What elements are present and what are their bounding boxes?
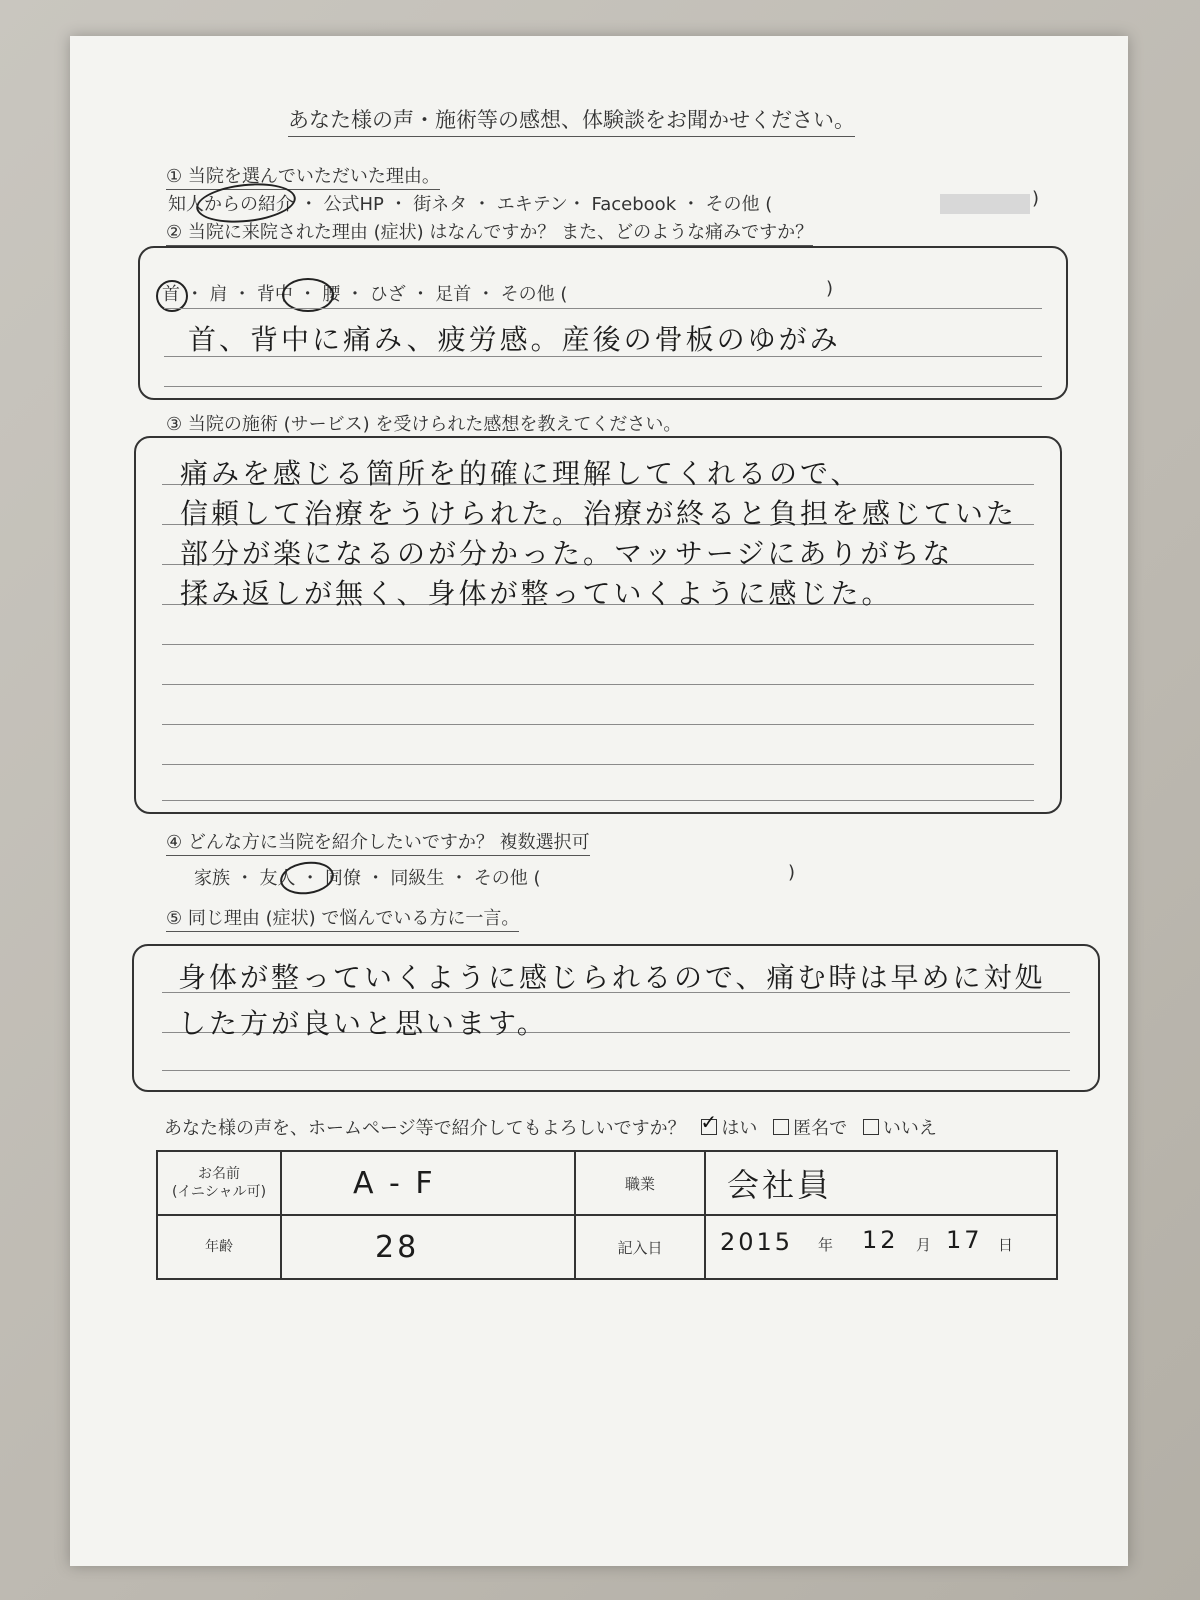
no-checkbox[interactable] xyxy=(863,1119,879,1135)
age-value: 28 xyxy=(375,1229,420,1265)
q4-options: 家族 ・ 友人 ・ 同僚 ・ 同級生 ・ その他 ( xyxy=(194,868,541,889)
publish-consent-row xyxy=(164,1114,937,1140)
month-unit: 月 xyxy=(916,1236,932,1254)
q2-options: 首 ・ 肩 ・ 背中 ・ 腰 ・ ひざ ・ 足首 ・ その他 ( xyxy=(162,284,568,305)
redacted-field xyxy=(940,194,1030,214)
year-value: 2015 xyxy=(720,1228,794,1256)
name-value-cell xyxy=(281,1151,575,1215)
name-value: A - F xyxy=(353,1165,436,1201)
date-label: 記入日 xyxy=(575,1215,705,1279)
q1-options-close: ) xyxy=(1032,188,1040,209)
q3-line-1: 痛みを感じる箇所を的確に理解してくれるので、 xyxy=(180,457,862,490)
year-unit: 年 xyxy=(818,1236,834,1254)
age-value-cell xyxy=(281,1215,575,1279)
no-label: いいえ xyxy=(882,1118,937,1139)
q3-line-2: 信頼して治療をうけられた。治療が終ると負担を感じていた xyxy=(180,497,1018,530)
anonymous-label: 匿名で xyxy=(793,1118,848,1139)
name-label: お名前 (イニシャル可) xyxy=(157,1151,281,1215)
q2-options-close: ) xyxy=(826,278,834,299)
date-value-cell xyxy=(705,1215,1057,1279)
month-value: 12 xyxy=(862,1226,899,1254)
job-label: 職業 xyxy=(575,1151,705,1215)
job-value: 会社員 xyxy=(727,1166,833,1204)
q2-back-circle xyxy=(282,278,334,312)
form-title: あなた様の声・施術等の感想、体験談をお聞かせください。 xyxy=(288,104,855,137)
q4-label: ④ どんな方に当院を紹介したいですか？ 複数選択可 xyxy=(166,828,590,856)
yes-checkbox[interactable] xyxy=(701,1119,717,1135)
yes-label: はい xyxy=(721,1118,758,1139)
q3-answer-box xyxy=(134,436,1062,814)
age-label: 年齢 xyxy=(157,1215,281,1279)
respondent-info-table xyxy=(156,1150,1058,1280)
q2-answer-box xyxy=(138,246,1068,400)
q5-label: ⑤ 同じ理由 (症状) で悩んでいる方に一言。 xyxy=(166,904,519,932)
q5-answer-box xyxy=(132,944,1100,1092)
q5-line-2: した方が良いと思います。 xyxy=(178,1007,548,1040)
q5-line-1: 身体が整っていくように感じられるので、痛む時は早めに対処 xyxy=(178,961,1046,994)
anonymous-checkbox[interactable] xyxy=(773,1119,789,1135)
q2-label: ② 当院に来院された理由 (症状) はなんですか？ また、どのような痛みですか？ xyxy=(166,218,813,246)
q3-line-4: 揉み返しが無く、身体が整っていくように感じた。 xyxy=(180,577,893,610)
q1-label: ① 当院を選んでいただいた理由。 xyxy=(166,162,440,190)
day-value: 17 xyxy=(946,1226,983,1254)
consent-question: あなた様の声を、ホームページ等で紹介してもよろしいですか？ xyxy=(164,1118,686,1139)
q3-label: ③ 当院の施術 (サービス) を受けられた感想を教えてください。 xyxy=(166,410,681,438)
job-value-cell xyxy=(705,1151,1057,1215)
questionnaire-sheet xyxy=(70,36,1128,1566)
q4-options-close: ) xyxy=(788,862,796,883)
q2-handwritten-answer: 首、背中に痛み、疲労感。産後の骨板のゆがみ xyxy=(188,323,841,356)
day-unit: 日 xyxy=(998,1236,1014,1254)
q1-options: 知人からの紹介 ・ 公式HP ・ 街ネタ ・ エキテン・ Facebook ・ その他 ( xyxy=(168,194,773,215)
q3-line-3: 部分が楽になるのが分かった。マッサージにありがちな xyxy=(180,537,954,570)
